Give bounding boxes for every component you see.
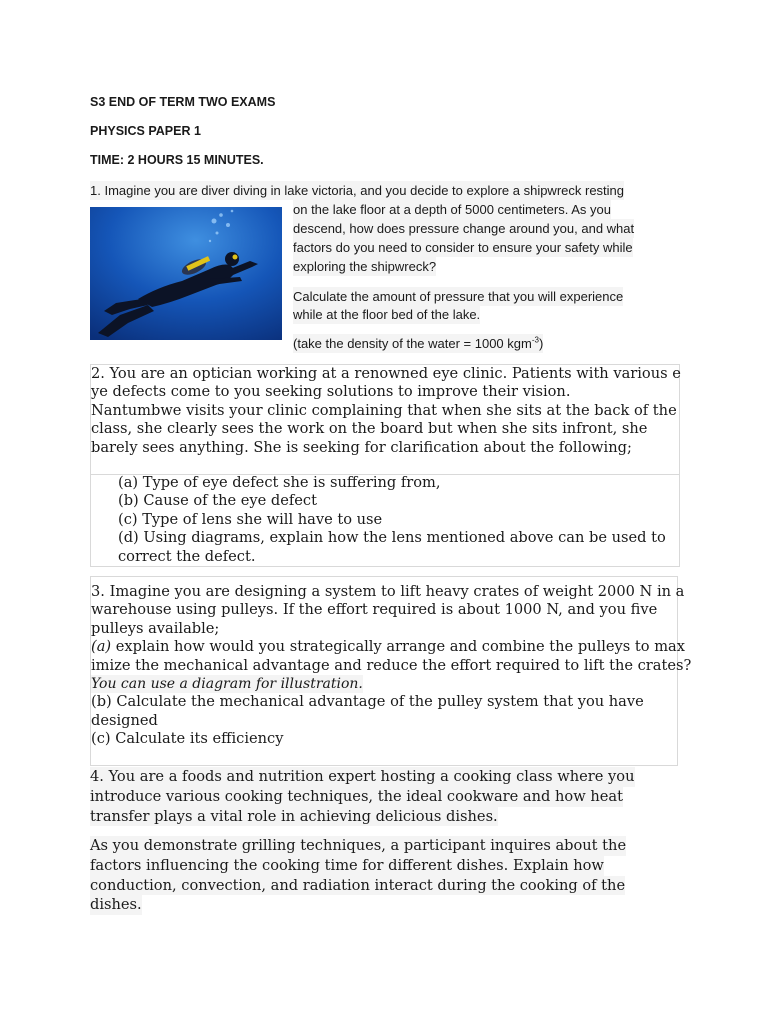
q4-p2-line-3: conduction, convection, and radiation interact during the cooking of the [90,876,626,894]
q2-question [90,364,680,475]
paper-title: PHYSICS PAPER 1 [90,124,201,138]
density-note-close: ) [538,336,544,351]
q1-line-1: 1. Imagine you are diver diving in lake victoria, and you decide to explore a shipwreck resting [90,183,625,198]
q1-line-5: exploring the shipwreck? [293,259,437,274]
q3-part-a-text: explain how would you strategically arrange and combine the pulleys to max [111,638,685,656]
q2-part-b: (b) Cause of the eye defect [118,492,317,510]
q4-p2-line-4: dishes. [90,896,142,914]
q2-subquestions [90,474,680,567]
q3-part-b-line-2: designed [91,711,158,729]
q3-line-1: 3. Imagine you are designing a system to lift heavy crates of weight 2000 N in a [91,583,685,600]
time-allowed: TIME: 2 HOURS 15 MINUTES. [90,153,264,167]
density-note-text: (take the density of the water = 1000 kgm [293,336,532,351]
q1-line-3: descend, how does pressure change around you, and what [293,221,635,236]
q3-line-2: warehouse using pulleys. If the effort required is about 1000 N, and you five [91,601,658,619]
q1-density-note [293,334,543,353]
q2-line-4: class, she clearly sees the work on the board but when she sits infront, she [91,420,648,438]
q3-part-b-line-1: (b) Calculate the mechanical advantage of the pulley system that you have [91,693,644,711]
q2-part-a: (a) Type of eye defect she is suffering from, [118,474,441,491]
q2-line-2: ye defects come to you seeking solutions to improve their vision. [91,383,571,401]
q2-part-d-line-2: correct the defect. [118,547,256,565]
q3-part-a-line-1 [91,638,685,656]
q4-p1-line-1: 4. You are a foods and nutrition expert hosting a cooking class where you [90,768,635,785]
q2-part-c: (c) Type of lens she will have to use [118,510,383,528]
q3-part-c: (c) Calculate its efficiency [91,730,284,748]
diver-image [90,207,282,340]
q2-line-3: Nantumbwe visits your clinic complaining that when she sits at the back of the [91,401,677,419]
density-exponent: -3 [531,335,539,345]
q3-part-a-line-3: You can use a diagram for illustration. [91,676,363,693]
q4-p2-line-2: factors influencing the cooking time for different dishes. Explain how [90,856,604,874]
exam-title: S3 END OF TERM TWO EXAMS [90,95,276,109]
q2-line-1: 2. You are an optician working at a renowned eye clinic. Patients with various e [91,365,681,382]
q2-part-d-line-1: (d) Using diagrams, explain how the lens mentioned above can be used to [118,529,666,547]
q1-line-4: factors do you need to consider to ensure your safety while [293,240,633,255]
q4-intro [90,767,678,826]
q4-p2-line-1: As you demonstrate grilling techniques, a participant inquires about the [90,837,627,854]
q3-part-a-label: (a) [91,638,112,656]
q4-p1-line-3: transfer plays a vital role in achieving delicious dishes. [90,807,498,825]
q4-question [90,836,678,915]
q1-calc-line-2: while at the floor bed of the lake. [293,307,481,322]
q3-line-3: pulleys available; [91,619,220,637]
q4-p1-line-2: introduce various cooking techniques, the ideal cookware and how heat [90,787,623,805]
scuba-diver-icon [90,207,282,340]
q1-calc-line-1: Calculate the amount of pressure that you will experience [293,289,624,304]
q2-line-5: barely sees anything. She is seeking for clarification about the following; [91,438,632,456]
q3-part-a-line-2: imize the mechanical advantage and reduce the effort required to lift the crates? [91,656,692,674]
q1-line-2: on the lake floor at a depth of 5000 centimeters. As you [293,202,611,217]
q3-question [90,576,692,766]
